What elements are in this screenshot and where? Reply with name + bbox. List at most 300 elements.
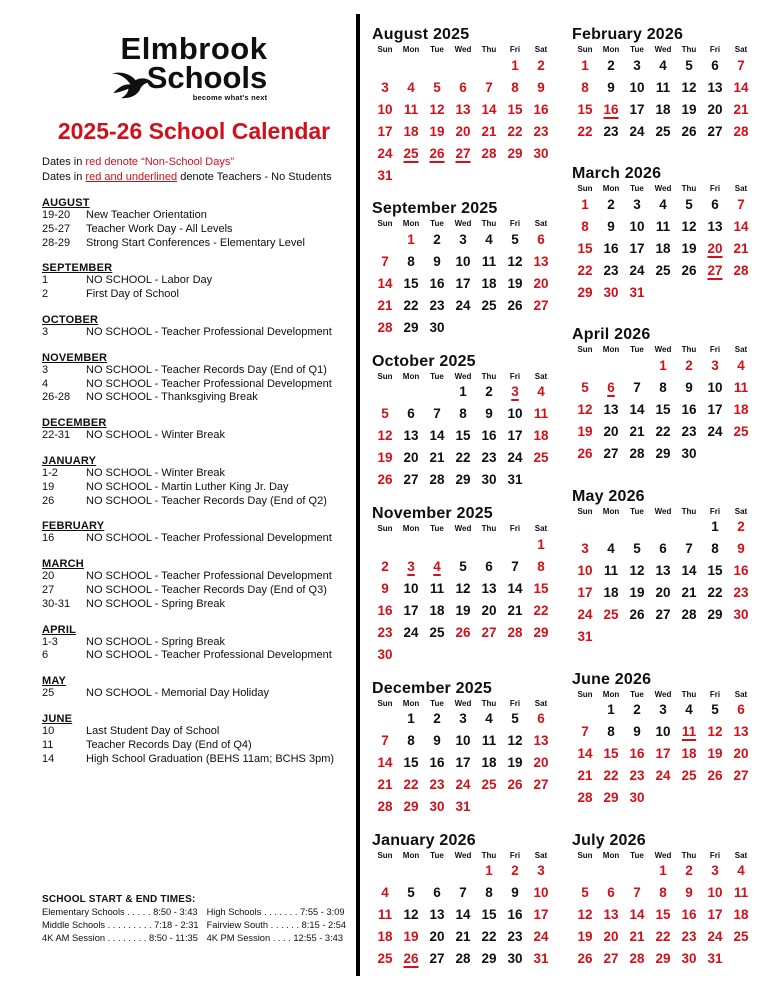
weekday-label: Fri: [709, 506, 721, 516]
calendar-day: 14: [629, 401, 645, 417]
calendar-day: 20: [429, 929, 445, 945]
weekday-label: Thu: [481, 371, 497, 381]
calendar-may-2026: [572, 488, 758, 648]
event-dates: 26-28: [42, 391, 71, 404]
weekday-label: Tue: [630, 45, 644, 54]
calendar-day: 8: [607, 724, 615, 740]
calendar-day: 19: [577, 929, 593, 945]
calendar-day: 31: [377, 167, 393, 183]
weekday-header-row: [372, 524, 558, 533]
calendar-day: 10: [629, 79, 645, 95]
weekday-label: Thu: [481, 698, 497, 708]
calendar-day: 9: [511, 885, 519, 901]
calendar-day: 14: [481, 101, 497, 117]
school-time-row: 4K AM Session . . . . . . . . 8:50 - 11:35: [42, 933, 198, 943]
calendar-day: 28: [733, 123, 749, 139]
event-row: [42, 495, 346, 509]
weekday-label: Mon: [602, 45, 620, 54]
calendar-day: 7: [737, 57, 745, 73]
calendar-day: 21: [629, 929, 645, 945]
calendar-day: 11: [377, 907, 393, 923]
weekday-label: Sun: [577, 184, 593, 194]
calendar-day: 15: [655, 401, 671, 417]
event-dates: 11: [42, 738, 54, 751]
event-dates: 25-27: [42, 222, 71, 235]
calendar-day: 14: [733, 79, 749, 95]
calendar-day: 25: [481, 297, 497, 313]
calendar-day: 5: [685, 196, 693, 212]
calendar-day: 11: [733, 885, 749, 901]
calendar-day: 23: [429, 297, 445, 313]
calendar-day: 22: [603, 768, 619, 784]
calendar-day: 5: [581, 379, 589, 395]
event-description: NO SCHOOL - Martin Luther King Jr. Day: [86, 480, 289, 493]
calendar-day: 14: [455, 907, 471, 923]
calendar-day: 1: [711, 519, 719, 535]
calendar-day: 30: [533, 145, 549, 161]
event-description: Teacher Work Day - All Levels: [86, 222, 233, 235]
calendar-day: 13: [707, 218, 723, 234]
calendar-day-grid: [372, 381, 558, 491]
calendar-day: 13: [603, 401, 619, 417]
calendar-day: 13: [707, 79, 723, 95]
calendar-day: 10: [377, 101, 393, 117]
calendar-day: 19: [429, 123, 445, 139]
weekday-label: Fri: [709, 45, 721, 54]
calendar-day: 3: [537, 863, 545, 879]
calendar-day-grid: [572, 354, 758, 464]
calendar-day: 2: [537, 57, 545, 73]
weekday-label: Fri: [509, 850, 521, 860]
weekday-label: Tue: [430, 371, 444, 381]
calendar-day: 19: [629, 585, 645, 601]
calendar-day: 16: [533, 101, 549, 117]
calendar-day-grid: [372, 860, 558, 970]
calendar-day: 17: [707, 401, 723, 417]
calendar-day: 13: [429, 907, 445, 923]
calendar-day: 21: [455, 929, 471, 945]
weekday-label: Sat: [534, 524, 548, 534]
weekday-label: Tue: [430, 850, 444, 860]
calendar-day-grid: [372, 228, 558, 338]
calendar-column-left: [372, 26, 558, 970]
calendar-day: 1: [459, 384, 467, 400]
event-dates: 1: [42, 274, 49, 287]
event-row: [42, 467, 346, 481]
calendar-day-grid: [372, 54, 558, 186]
weekday-header-row: [572, 851, 758, 860]
school-times: [42, 894, 354, 945]
calendar-day: 17: [629, 240, 645, 256]
calendar-day: 21: [481, 123, 497, 139]
calendar-day: 6: [459, 79, 467, 95]
calendar-day: 26: [681, 123, 697, 139]
calendar-day-grid: [572, 699, 758, 809]
calendar-day: 3: [659, 702, 667, 718]
calendar-day: 10: [577, 563, 593, 579]
page-title: 2025-26 School Calendar: [57, 118, 331, 144]
event-dates: 25: [42, 687, 55, 700]
weekday-label: Fri: [509, 219, 521, 229]
weekday-label: Fri: [709, 689, 721, 699]
event-dates: 1-3: [42, 635, 58, 648]
calendar-day: 16: [603, 101, 619, 117]
weekday-label: Sun: [577, 506, 593, 516]
event-description: NO SCHOOL - Thanksgiving Break: [86, 391, 258, 404]
weekday-label: Sat: [534, 698, 548, 708]
calendar-day: 4: [381, 885, 389, 901]
calendar-day: 5: [711, 702, 719, 718]
calendar-day: 18: [377, 929, 393, 945]
calendar-day: 5: [511, 711, 519, 727]
calendar-day: 29: [655, 445, 671, 461]
calendar-day: 18: [533, 428, 549, 444]
calendar-day: 30: [507, 951, 523, 967]
calendar-day: 11: [681, 724, 697, 740]
calendar-day: 25: [533, 450, 549, 466]
calendar-day: 8: [537, 558, 545, 574]
calendar-day: 11: [403, 101, 419, 117]
calendar-day: 15: [603, 746, 619, 762]
calendar-day: 18: [603, 585, 619, 601]
calendar-day: 1: [581, 196, 589, 212]
legend-red-underlined-text: red and underlined: [85, 170, 178, 183]
event-description: NO SCHOOL - Winter Break: [86, 429, 225, 442]
calendar-day: 29: [577, 284, 593, 300]
calendar-day: 22: [455, 450, 471, 466]
calendar-day: 20: [733, 746, 749, 762]
event-month-heading: OCTOBER: [42, 313, 99, 326]
event-row: [42, 598, 346, 612]
calendar-day: 31: [533, 951, 549, 967]
calendar-day: 23: [533, 123, 549, 139]
event-row: [42, 725, 346, 739]
calendar-day: 15: [455, 428, 471, 444]
calendar-day: 24: [707, 929, 723, 945]
logo-tagline: become what's next: [192, 93, 268, 102]
weekday-label: Tue: [630, 184, 644, 194]
calendar-day: 20: [533, 275, 549, 291]
calendar-day: 3: [459, 711, 467, 727]
calendar-day: 12: [577, 401, 593, 417]
event-description: NO SCHOOL - Teacher Professional Development: [86, 570, 332, 583]
calendar-day: 9: [685, 379, 693, 395]
event-row: [42, 429, 346, 443]
calendar-day: 13: [533, 733, 549, 749]
elmbrook-logo: [42, 31, 346, 105]
calendar-day: 18: [481, 755, 497, 771]
weekday-label: Mon: [402, 850, 420, 860]
calendar-day: 17: [655, 746, 671, 762]
calendar-month-title: December 2025: [372, 679, 493, 697]
calendar-day: 12: [455, 580, 471, 596]
calendar-day: 22: [403, 777, 419, 793]
calendar-day: 18: [429, 602, 445, 618]
calendar-day: 9: [737, 541, 745, 557]
calendar-day: 15: [655, 907, 671, 923]
calendar-september-2025: [372, 200, 558, 338]
weekday-label: Fri: [709, 345, 721, 355]
calendar-day: 5: [511, 231, 519, 247]
event-description: NO SCHOOL - Labor Day: [86, 274, 213, 287]
calendar-day: 19: [681, 101, 697, 117]
calendar-day: 2: [433, 711, 441, 727]
weekday-label: Thu: [481, 524, 497, 534]
weekday-header-row: [372, 219, 558, 228]
calendar-day: 8: [581, 218, 589, 234]
calendar-day: 21: [681, 585, 697, 601]
school-times-right-column: [207, 906, 347, 945]
calendar-day: 25: [429, 624, 445, 640]
weekday-label: Mon: [402, 45, 420, 54]
calendar-day: 17: [377, 123, 393, 139]
calendar-day: 10: [629, 218, 645, 234]
calendar-day: 20: [533, 755, 549, 771]
event-description: NO SCHOOL - Teacher Records Day (End of Q2): [86, 494, 327, 507]
calendar-day: 25: [655, 123, 671, 139]
calendar-day: 28: [377, 319, 393, 335]
calendar-day: 29: [481, 951, 497, 967]
calendar-month-title: February 2026: [572, 26, 684, 43]
calendar-day: 7: [737, 196, 745, 212]
calendar-day: 9: [537, 79, 545, 95]
calendar-day: 2: [485, 384, 493, 400]
event-dates: 3: [42, 363, 49, 376]
calendar-day: 29: [655, 951, 671, 967]
calendar-day: 12: [429, 101, 445, 117]
calendar-day: 19: [681, 240, 697, 256]
event-row: [42, 378, 346, 392]
calendar-day: 6: [537, 231, 545, 247]
calendar-day: 30: [481, 472, 497, 488]
calendar-day: 15: [507, 101, 523, 117]
calendar-day: 14: [507, 580, 523, 596]
weekday-header-row: [572, 184, 758, 193]
calendar-day: 23: [603, 123, 619, 139]
weekday-label: Mon: [402, 698, 420, 708]
weekday-label: Wed: [654, 689, 672, 699]
calendar-day: 30: [733, 607, 749, 623]
weekday-label: Sat: [734, 506, 748, 516]
event-dates: 19-20: [42, 209, 71, 221]
calendar-august-2025: [372, 26, 558, 186]
bird-icon: [109, 66, 155, 100]
event-dates: 20: [42, 570, 55, 583]
calendar-day: 5: [407, 885, 415, 901]
calendar-day: 12: [377, 428, 393, 444]
calendar-day: 14: [577, 746, 593, 762]
calendar-day: 4: [485, 231, 493, 247]
left-column: [42, 31, 346, 766]
calendar-day: 18: [655, 101, 671, 117]
calendar-day: 9: [685, 885, 693, 901]
calendar-day: 24: [507, 450, 523, 466]
weekday-header-row: [572, 45, 758, 54]
calendar-day: 19: [507, 755, 523, 771]
calendar-day: 17: [507, 428, 523, 444]
calendar-month-title: May 2026: [572, 487, 645, 505]
calendar-day: 22: [403, 297, 419, 313]
calendar-day: 12: [681, 218, 697, 234]
calendar-day: 21: [377, 777, 393, 793]
calendar-day: 21: [577, 768, 593, 784]
calendar-day-grid: [372, 708, 558, 818]
event-description: NO SCHOOL - Teacher Professional Development: [86, 649, 332, 662]
calendar-day: 4: [685, 702, 693, 718]
weekday-label: Fri: [509, 524, 521, 534]
event-description: NO SCHOOL - Teacher Professional Development: [86, 325, 332, 338]
calendar-month-title: November 2025: [372, 505, 493, 523]
weekday-label: Tue: [430, 524, 444, 534]
weekday-label: Thu: [481, 45, 497, 54]
calendar-day: 23: [377, 624, 393, 640]
calendar-day: 1: [511, 57, 519, 73]
calendar-day: 27: [655, 607, 671, 623]
calendar-day: 1: [659, 357, 667, 373]
calendar-day: 3: [581, 541, 589, 557]
event-row: [42, 570, 346, 584]
calendar-day: 26: [577, 445, 593, 461]
weekday-label: Sun: [377, 524, 393, 534]
calendar-day: 12: [629, 563, 645, 579]
calendar-day: 15: [403, 755, 419, 771]
calendar-day: 15: [707, 563, 723, 579]
calendar-day: 27: [481, 624, 497, 640]
calendar-day: 17: [707, 907, 723, 923]
calendar-day: 1: [607, 702, 615, 718]
calendar-day: 23: [507, 929, 523, 945]
calendar-day: 24: [577, 607, 593, 623]
calendar-day: 28: [455, 951, 471, 967]
event-dates: 26: [42, 494, 55, 507]
calendar-day: 10: [707, 885, 723, 901]
calendar-day: 1: [581, 57, 589, 73]
calendar-day: 20: [455, 123, 471, 139]
calendar-february-2026: [572, 26, 758, 142]
event-description: NO SCHOOL - Teacher Professional Development: [86, 377, 332, 390]
calendar-month-title: June 2026: [572, 670, 652, 688]
calendar-january-2026: [372, 832, 558, 970]
calendar-day: 7: [433, 406, 441, 422]
calendar-day: 11: [655, 79, 671, 95]
calendar-day: 30: [681, 445, 697, 461]
calendar-day: 27: [533, 777, 549, 793]
calendar-day: 6: [433, 885, 441, 901]
calendar-day: 30: [629, 790, 645, 806]
calendar-day: 19: [507, 275, 523, 291]
calendar-day: 20: [707, 240, 723, 256]
calendar-day: 8: [511, 79, 519, 95]
calendar-day: 20: [481, 602, 497, 618]
calendar-july-2026: [572, 832, 758, 970]
calendar-day: 9: [381, 580, 389, 596]
calendar-day: 14: [629, 907, 645, 923]
calendar-day: 16: [507, 907, 523, 923]
calendar-day: 22: [577, 123, 593, 139]
calendar-day: 28: [629, 951, 645, 967]
calendar-march-2026: [572, 165, 758, 303]
calendar-day: 19: [455, 602, 471, 618]
event-row: [42, 649, 346, 663]
event-dates: 14: [42, 752, 55, 765]
event-dates: 19: [42, 480, 55, 493]
calendar-day: 17: [577, 585, 593, 601]
legend-line-2: Dates in red and underlined denote Teachers - No Students: [42, 170, 332, 183]
calendar-day: 18: [403, 123, 419, 139]
calendar-day: 19: [403, 929, 419, 945]
calendar-day: 17: [533, 907, 549, 923]
calendar-day: 26: [507, 777, 523, 793]
calendar-day: 14: [429, 428, 445, 444]
calendar-day: 8: [659, 379, 667, 395]
calendar-day: 10: [455, 253, 471, 269]
legend: [42, 155, 346, 184]
calendar-day: 8: [659, 885, 667, 901]
weekday-label: Thu: [681, 506, 697, 516]
calendar-day: 23: [481, 450, 497, 466]
calendar-day: 15: [577, 240, 593, 256]
calendar-day: 31: [629, 284, 645, 300]
calendar-april-2026: [572, 326, 758, 464]
weekday-label: Sat: [734, 345, 748, 355]
event-month-heading: NOVEMBER: [42, 351, 108, 364]
weekday-label: Mon: [602, 689, 620, 699]
calendar-day: 27: [707, 262, 723, 278]
calendar-day: 14: [377, 755, 393, 771]
calendar-day: 11: [655, 218, 671, 234]
school-time-row: Middle Schools . . . . . . . . . 7:18 - 2:31: [42, 920, 199, 930]
calendar-day: 31: [507, 472, 523, 488]
calendar-day: 16: [681, 907, 697, 923]
calendar-day: 8: [485, 885, 493, 901]
calendar-day: 24: [533, 929, 549, 945]
calendar-day: 19: [377, 450, 393, 466]
calendar-day: 15: [577, 101, 593, 117]
weekday-label: Sat: [534, 45, 548, 54]
calendar-day: 11: [533, 406, 549, 422]
calendar-day: 7: [633, 379, 641, 395]
calendar-day: 11: [429, 580, 445, 596]
weekday-label: Fri: [509, 371, 521, 381]
calendar-day: 14: [681, 563, 697, 579]
calendar-day: 1: [537, 536, 545, 552]
calendar-day: 13: [733, 724, 749, 740]
calendar-day: 26: [403, 951, 419, 967]
calendar-day: 26: [707, 768, 723, 784]
calendar-day: 23: [629, 768, 645, 784]
calendar-day: 1: [407, 231, 415, 247]
calendar-day: 3: [633, 57, 641, 73]
calendar-day: 28: [577, 790, 593, 806]
calendar-day: 5: [433, 79, 441, 95]
calendar-day: 21: [733, 101, 749, 117]
calendar-day: 5: [581, 885, 589, 901]
weekday-label: Mon: [602, 850, 620, 860]
calendar-december-2025: [372, 680, 558, 818]
calendar-month-title: March 2026: [572, 165, 662, 183]
calendar-day: 4: [407, 79, 415, 95]
event-description: High School Graduation (BEHS 11am; BCHS 3pm): [86, 752, 335, 765]
event-description: NO SCHOOL - Teacher Records Day (End of Q3): [86, 583, 327, 596]
calendar-day: 13: [403, 428, 419, 444]
weekday-header-row: [372, 45, 558, 54]
event-row: [42, 481, 346, 495]
legend-red-text: red denote “Non-School Days”: [85, 156, 234, 168]
calendar-day: 22: [481, 929, 497, 945]
calendar-day: 28: [733, 262, 749, 278]
event-dates: 22-31: [42, 429, 71, 442]
event-description: Last Student Day of School: [86, 724, 220, 737]
